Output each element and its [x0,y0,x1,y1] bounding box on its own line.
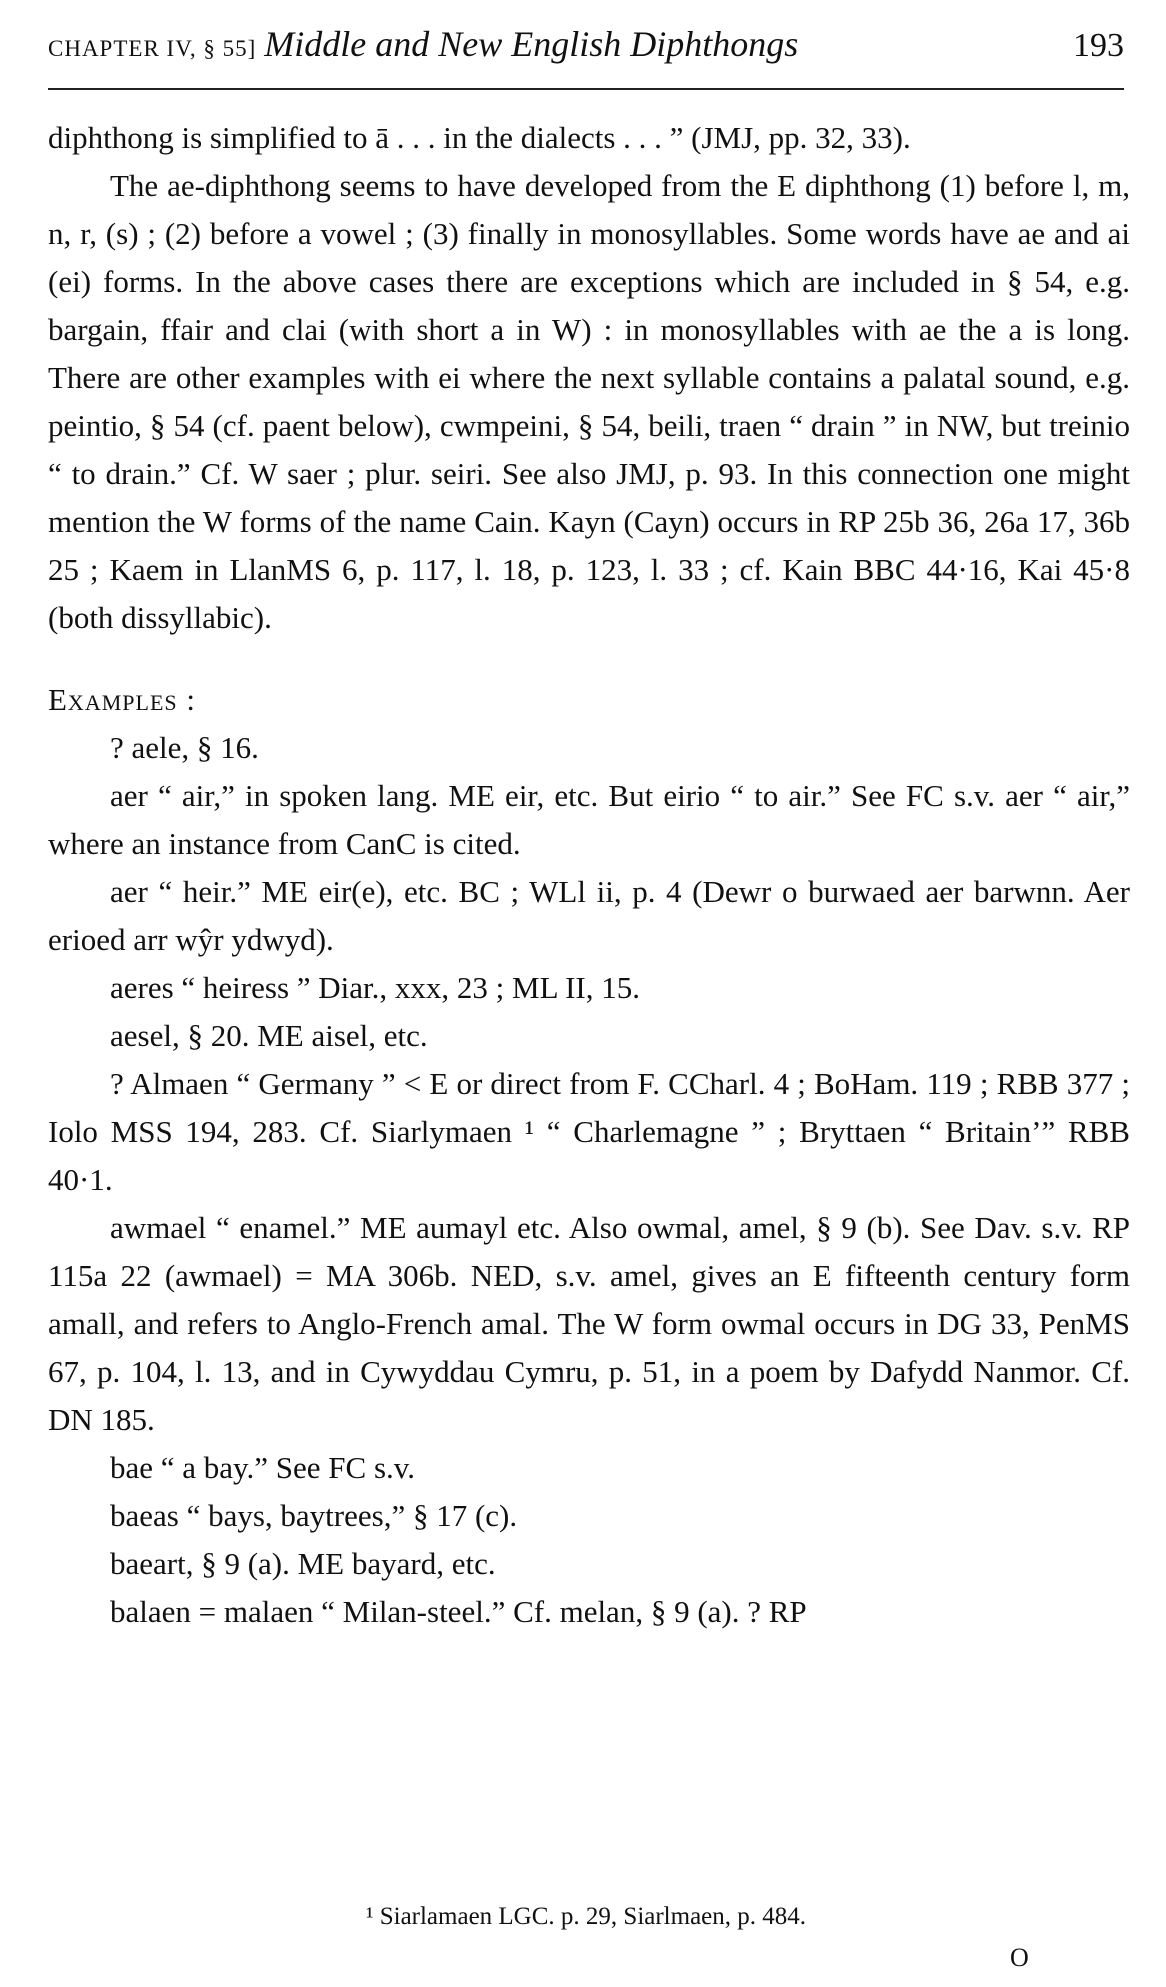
example-entry: balaen = malaen “ Milan-steel.” Cf. melan, § 9 (a). ? RP [110,1594,807,1629]
example-entry: bae “ a bay.” See FC s.v. [110,1450,416,1485]
page-title: Middle and New English Diphthongs [264,24,799,64]
example-entry: baeart, § 9 (a). ME bayard, etc. [110,1546,496,1581]
example-entry: aer “ heir.” ME eir(e), etc. BC ; WLl ii, p. 4 (Dewr o burwaed aer barwnn. Aer erioed arr wŷr ydwyd). [48,874,1130,957]
section-spacer [48,642,1130,676]
page-number: 193 [1073,27,1124,64]
examples-heading: Examples : [48,682,196,717]
example-entry: baeas “ bays, baytrees,” § 17 (c). [110,1498,518,1533]
example-entry: aeres “ heiress ” Diar., xxx, 23 ; ML II, 15. [110,970,640,1005]
running-header [48,20,1124,70]
header-rule [48,88,1124,90]
example-entry: aer “ air,” in spoken lang. ME eir, etc. But eirio “ to air.” See FC s.v. aer “ air,” where an instance from CanC is cited. [48,778,1130,861]
example-entry: aesel, § 20. ME aisel, etc. [110,1018,428,1053]
example-entry: ? aele, § 16. [110,730,259,765]
example-entry: awmael “ enamel.” ME aumayl etc. Also owmal, amel, § 9 (b). See Dav. s.v. RP 115a 22 (awmael) = MA 306b. NED, s.v. amel, gives an E fifteenth century form amall, and refers to Anglo-French amal. The W form owmal occurs in DG 33, PenMS 67, p. 104, l. 13, and in Cywyddau Cymru, p. 51, in a poem by Dafydd Nanmor. Cf. DN 185. [48,1210,1130,1437]
paragraph-continuation: diphthong is simplified to ā . . . in the dialects . . . ” (JMJ, pp. 32, 33). [48,120,911,155]
signature-mark: O [1010,1943,1029,1972]
main-text [48,114,1130,1636]
paragraph-ae-diphthong: The ae-diphthong seems to have developed from the E diphthong (1) before l, m, n, r, (s) ; (2) before a vowel ; (3) finally in monosyllables. Some words have ae and ai (ei) forms. In the above cases there are exceptions which are included in § 54, e.g. bargain, ffair and clai (with short a in W) : in monosyllables with ae the a is long. There are other examples with ei where the next syllable contains a palatal sound, e.g. peintio, § 54 (cf. paent below), cwmpeini, § 54, beili, traen “ drain ” in NW, but treinio “ to drain.” Cf. W saer ; plur. seiri. See also JMJ, p. 93. In this connection one might mention the W forms of the name Cain. Kayn (Cayn) occurs in RP 25b 36, 26a 17, 36b 25 ; Kaem in LlanMS 6, p. 117, l. 18, p. 123, l. 33 ; cf. Kain BBC 44·16, Kai 45·8 (both dissyllabic). [48,168,1130,635]
footnote: ¹ Siarlamaen LGC. p. 29, Siarlmaen, p. 484. [365,1903,807,1930]
example-entry: ? Almaen “ Germany ” < E or direct from F. CCharl. 4 ; BoHam. 119 ; RBB 377 ; Iolo MSS 194, 283. Cf. Siarlymaen ¹ “ Charlemagne ” ; Bryttaen “ Britain’” RBB 40·1. [48,1066,1130,1197]
chapter-reference: CHAPTER IV, § 55] [48,36,257,61]
